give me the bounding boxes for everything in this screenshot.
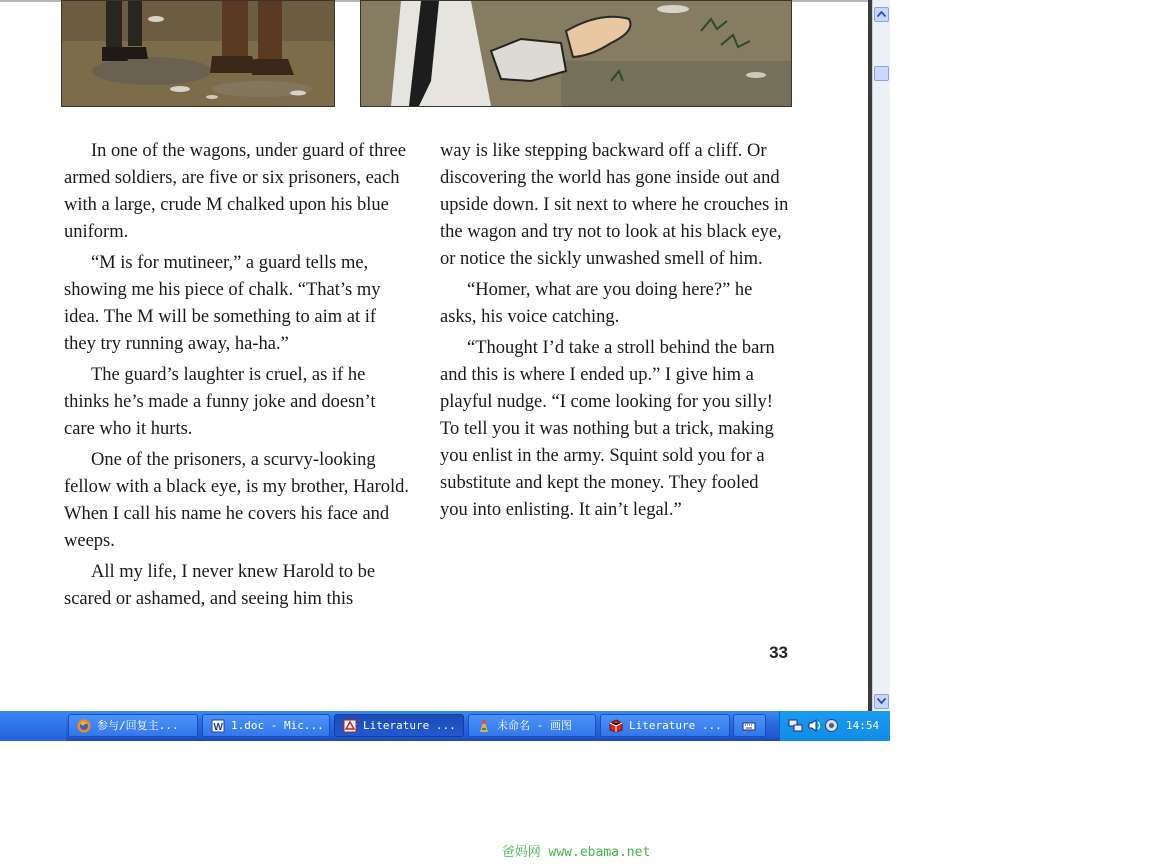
start-button-area[interactable]: [0, 711, 66, 741]
taskbar-button-label: 1.doc - Mic...: [231, 719, 324, 732]
word-doc-icon: [211, 719, 225, 733]
paragraph: “M is for mutineer,” a guard tells me, showing me his piece of chalk. “That’s my idea. The M will be something to aim at if they try running away, ha-ha.”: [64, 253, 381, 354]
taskbar-button-pdf-active[interactable]: [334, 714, 464, 737]
clock[interactable]: 14:54: [846, 719, 880, 732]
vertical-scrollbar[interactable]: [872, 0, 890, 710]
keyboard-icon: [742, 719, 756, 733]
paragraph: One of the prisoners, a scurvy-looking fellow with a black eye, is my brother, Harold. When I call his name he covers his face and weeps.: [64, 450, 410, 551]
pdf-icon: [343, 719, 357, 733]
watermark: 爸妈网 www.ebama.net: [501, 845, 651, 860]
system-tray: [779, 711, 890, 741]
chevron-up-icon: [877, 11, 886, 17]
paint-icon: [477, 719, 491, 733]
page-number: 33: [769, 643, 788, 662]
taskbar-button-literature[interactable]: [600, 714, 730, 737]
svg-text:W: W: [213, 722, 223, 733]
paragraph: In one of the wagons, under guard of three armed soldiers, are five or six prisoners, each with a large, crude M chalked upon his blue uniform.: [64, 141, 406, 242]
paragraph: “Homer, what are you doing here?” he asks, his voice catching.: [440, 280, 753, 327]
taskbar-button-keyboard[interactable]: [733, 714, 766, 737]
speaker-icon[interactable]: [824, 718, 839, 733]
volume-icon[interactable]: [807, 718, 822, 733]
text-column-right: [440, 138, 790, 528]
text-column-left: [64, 138, 410, 617]
paragraph: All my life, I never knew Harold to be scared or ashamed, and seeing him this: [64, 562, 376, 609]
scroll-down-button[interactable]: [874, 694, 889, 709]
taskbar-button-label: 参与/回复主...: [97, 719, 179, 732]
network-icon[interactable]: [788, 718, 803, 733]
taskbar-button-label: Literature ...: [363, 719, 456, 732]
taskbar-button-word[interactable]: [202, 714, 330, 737]
paragraph: The guard’s laughter is cruel, as if he thinks he’s made a funny joke and doesn’t care who it hurts.: [64, 365, 376, 439]
illustration-soldiers-boots: [62, 1, 334, 106]
scroll-up-button[interactable]: [874, 7, 889, 22]
scroll-thumb[interactable]: [874, 66, 889, 81]
firefox-icon: [77, 719, 91, 733]
paragraph: way is like stepping backward off a cliff. Or discovering the world has gone inside out and upside down. I sit next to where he crouches in the wagon and try not to look at his black eye, or notice the sickly unwashed smell of him.: [440, 141, 789, 269]
paragraph: “Thought I’d take a stroll behind the barn and this is where I ended up.” I give him a playful nudge. “I come looking for you silly! To tell you it was nothing but a trick, making you enlist in the army. Squint sold you for a substitute and kept the money. They fooled you into enlisting. It ain’t legal.”: [440, 338, 775, 520]
illustration-panel-left: [61, 0, 335, 107]
taskbar-button-label: Literature ...: [629, 719, 722, 732]
taskbar-button-paint[interactable]: [468, 714, 596, 737]
taskbar: [0, 711, 890, 741]
illustration-panel-right: [360, 0, 792, 107]
illustration-hand-on-ground: [361, 1, 791, 106]
red-cube-icon: [609, 719, 623, 733]
chevron-down-icon: [877, 698, 886, 704]
taskbar-button-label: 未命名 - 画图: [497, 719, 572, 732]
taskbar-button-firefox[interactable]: [68, 714, 198, 737]
